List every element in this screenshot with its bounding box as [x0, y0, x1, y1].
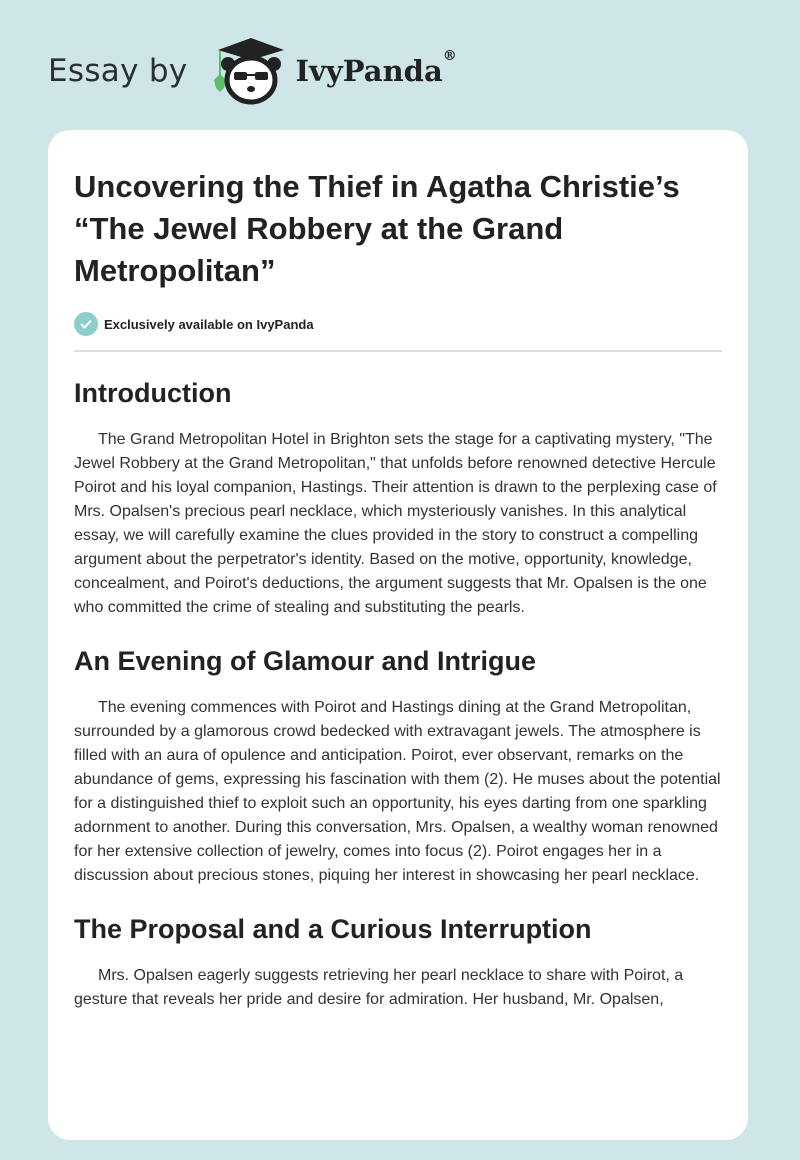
section-heading: An Evening of Glamour and Intrigue — [74, 646, 537, 676]
essay-by-label: Essay by — [48, 53, 188, 89]
exclusive-label: Exclusively available on IvyPanda — [104, 316, 314, 332]
section-heading: Introduction — [74, 378, 232, 408]
section-paragraph: The evening commences with Poirot and Hastings dining at the Grand Metropolitan, surrounded by a glamorous crowd bedecked with extravagant jewels. The atmosphere is filled with an aura of opulence and anticipation. Poirot, ever observant, remarks on the abundance of gems, expressing his fascination with them (2). He muses about the potential for a distinguished thief to exploit such an opportunity, his eyes darting from one sparkling adornment to another. During this conversation, Mrs. Opalsen, a wealthy woman renowned for her extensive collection of jewelry, comes into focus (2). Poirot engages her in a discussion about precious stones, piquing her interest in showcasing her pearl necklace. — [74, 699, 721, 884]
section-paragraph: Mrs. Opalsen eagerly suggests retrieving her pearl necklace to share with Poirot, a gesture that reveals her pride and desire for admiration. Her husband, Mr. Opalsen, — [74, 967, 684, 1008]
section-heading: The Proposal and a Curious Interruption — [74, 914, 592, 944]
panda-logo-icon — [206, 36, 292, 106]
check-icon — [74, 312, 98, 336]
essay-title: Uncovering the Thief in Agatha Christie’s “The Jewel Robbery at the Grand Metropolitan” — [74, 169, 680, 288]
ivypanda-wordmark: IvyPanda® — [295, 48, 457, 88]
exclusive-badge — [74, 312, 722, 336]
divider — [74, 350, 722, 352]
brand-header — [48, 36, 457, 106]
essay-card — [48, 130, 748, 1140]
section-paragraph: The Grand Metropolitan Hotel in Brighton sets the stage for a captivating mystery, "The Jewel Robbery at the Grand Metropolitan," that unfolds before renowned detective Hercule Poirot and his loyal companion, Hastings. Their attention is drawn to the perplexing case of Mrs. Opalsen's precious pearl necklace, which mysteriously vanishes. In this analytical essay, we will carefully examine the clues provided in the story to construct a compelling argument about the perpetrator's identity. Based on the motive, opportunity, knowledge, concealment, and Poirot's deductions, the argument suggests that Mr. Opalsen is the one who committed the crime of stealing and substituting the pearls. — [74, 431, 717, 616]
